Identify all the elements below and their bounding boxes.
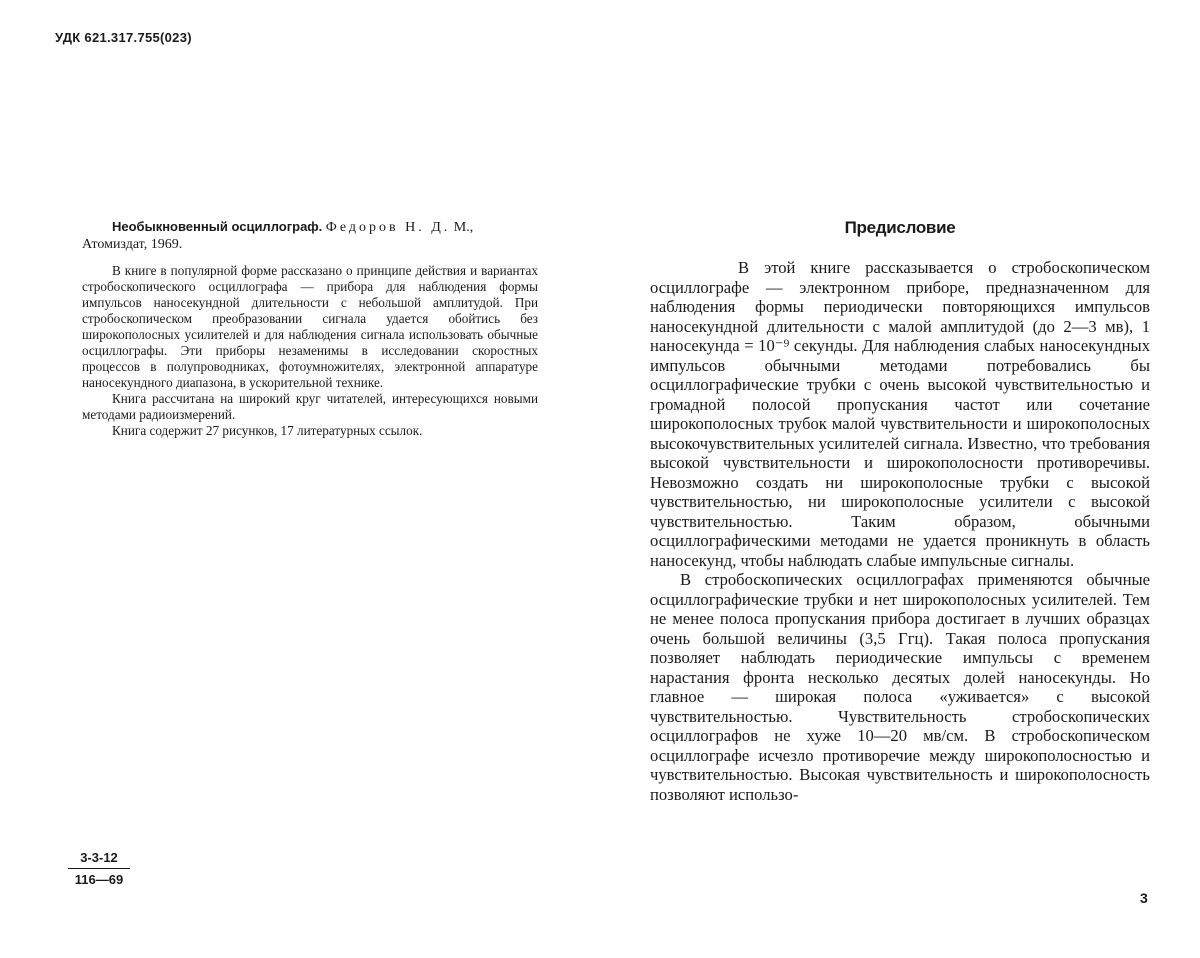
book-author: Федоров Н. Д.	[325, 220, 451, 235]
publication-classmark	[68, 850, 130, 887]
udk-classification: УДК 621.317.755(023)	[55, 30, 192, 45]
page-number: 3	[1140, 890, 1148, 906]
annotation-block	[82, 218, 538, 439]
classmark-denominator: 116—69	[74, 872, 124, 887]
preface-paragraph: В стробоскопических осциллографах применяются обычные осциллографические трубки и нет широкополосных усилителей. Тем не менее полоса пропускания прибора достигает в лучших образцах очень большой величины (3,5 Ггц). Такая полоса пропускания позволяет наблюдать периодические импульсы с временем нарастания фронта несколько десятых долей наносекунды. Но главное — широкая полоса «уживается» с высокой чувствительностью. Чувствительность стробоскопических осциллографов не хуже 10—20 мв/см. В стробоскопическом осциллографе исчезло противоречие между широкополосностью и чувствительностью. Высокая чувствительность и широкополосность позволяют использо-	[650, 570, 1150, 804]
book-title: Необыкновенный осциллограф.	[112, 219, 323, 234]
annotation-paragraph: Книга содержит 27 рисунков, 17 литературных ссылок.	[112, 423, 423, 438]
preface-body	[650, 258, 1150, 804]
bibliographic-entry	[82, 218, 538, 253]
annotation-paragraph: Книга рассчитана на широкий круг читателей, интересующихся новыми методами радиоизмерений.	[82, 391, 538, 422]
preface-paragraph: В этой книге рассказывается о стробоскопическом осциллографе — электронном приборе, предназначенном для наблюдения формы периодически повторяющихся импульсов наносекундной длительности с малой амплитудой (до 2—3 мв), 1 наносекунда = 10⁻⁹ секунды. Для наблюдения слабых наносекундных импульсов обычными методами потребовались бы осциллографические трубки с очень высокой чувствительностью и громадной полосой пропускания частот или сочетание широкополосных трубок малой чувствительности и широкополосных высокочувствительных усилителей сигнала. Известно, что требования высокой чувствительности и широкополосности противоречивы. Невозможно создать ни широкополосные трубки с высокой чувствительностью, ни широкополосные усилители с высокой чувствительностью. Таким образом, обычными осциллографическими методами не удается проникнуть в область наносекунд, чтобы наблюдать слабые импульсные сигналы.	[650, 258, 1150, 570]
classmark-numerator: 3-3-12	[68, 850, 130, 869]
section-heading: Предисловие	[844, 218, 956, 237]
book-publisher: М., Атомиздат, 1969.	[82, 220, 474, 252]
annotation-paragraph: В книге в популярной форме рассказано о принципе действия и вариантах стробоскопического осциллографа — прибора для наблюдения формы импульсов наносекундной длительности с небольшой амплитудой. При стробоскопическом преобразовании сигнала удается обойтись без широкополосных усилителей и для наблюдения сигнала использовать обычные осциллографы. Эти приборы незаменимы в исследовании скоростных процессов в полупроводниках, фотоумножителях, электронной аппаратуре наносекундного диапазона, в ускорительной технике.	[82, 263, 538, 390]
right-page	[600, 0, 1200, 958]
